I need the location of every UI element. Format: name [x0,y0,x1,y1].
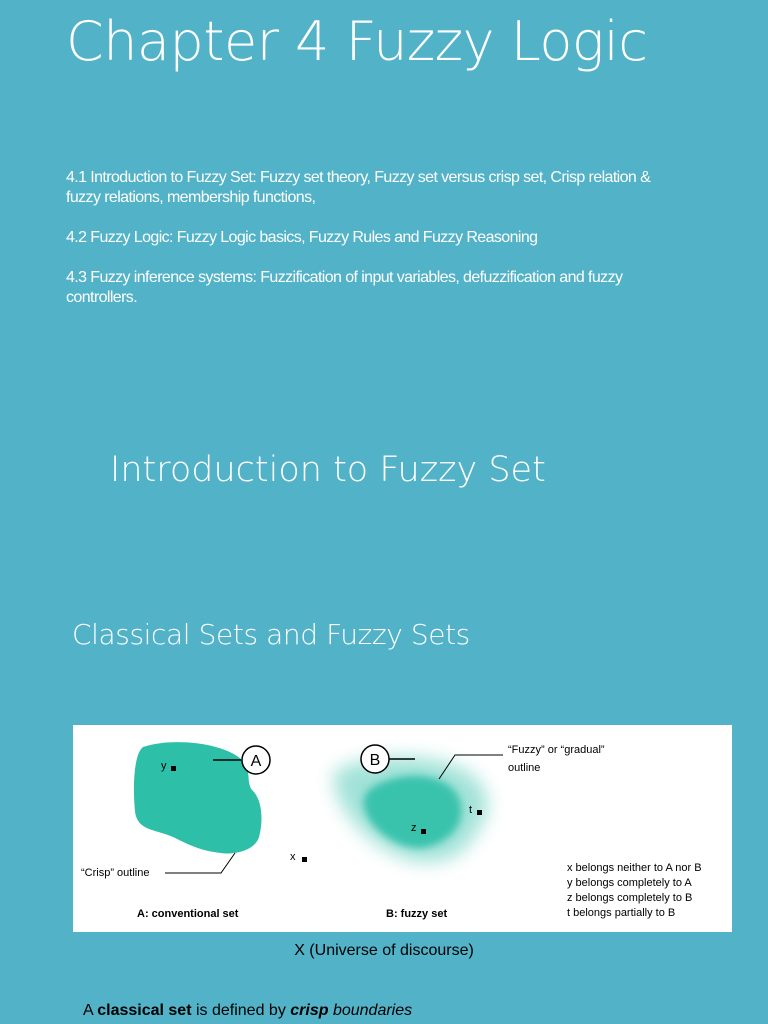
crisp-outline-pointer [165,853,235,873]
definition-suffix: boundaries [328,1002,413,1019]
point-z-marker [421,829,426,834]
topic-list [66,168,666,328]
fuzzy-outline-label-line2: outline [508,762,541,774]
chapter-title: Chapter 4 Fuzzy Logic [66,10,648,73]
point-y-marker [171,766,176,771]
definition-emphasis: crisp [290,1002,329,1019]
legend-item-z: z belongs completely to B [567,892,693,904]
point-z-label: z [411,822,417,834]
classical-set-definition [83,1002,412,1020]
subsection-title: Classical Sets and Fuzzy Sets [72,618,470,651]
universe-caption: X (Universe of discourse) [294,942,474,959]
point-x-label: x [290,851,296,863]
definition-prefix: A [83,1002,98,1019]
figure-canvas [73,725,732,932]
set-b-letter: B [369,752,381,769]
definition-middle: is defined by [191,1002,291,1019]
fuzzy-outline-label-line1: “Fuzzy” or “gradual” [508,744,605,756]
point-t-marker [477,810,482,815]
topic-item-4-3: 4.3 Fuzzy inference systems: Fuzzification of input variables, defuzzification and fuzzy controllers. [66,269,623,306]
crisp-vs-fuzzy-set-figure [73,725,732,932]
legend-item-t: t belongs partially to B [567,907,676,919]
caption-conventional-set: A: conventional set [137,908,239,920]
point-t-label: t [469,804,473,816]
point-y-label: y [161,760,167,772]
section-title: Introduction to Fuzzy Set [110,450,546,490]
caption-fuzzy-set: B: fuzzy set [386,908,448,920]
topic-item-4-1: 4.1 Introduction to Fuzzy Set: Fuzzy set theory, Fuzzy set versus crisp set, Crisp relation & fuzzy relations, membership functions, [66,169,651,206]
legend-item-y: y belongs completely to A [567,877,692,889]
crisp-outline-label: “Crisp” outline [81,867,150,879]
topic-item-4-2: 4.2 Fuzzy Logic: Fuzzy Logic basics, Fuzzy Rules and Fuzzy Reasoning [66,229,538,246]
point-x-marker [302,857,307,862]
legend-item-x: x belongs neither to A nor B [567,862,702,874]
definition-term: classical set [97,1002,192,1019]
set-a-letter: A [250,753,262,770]
